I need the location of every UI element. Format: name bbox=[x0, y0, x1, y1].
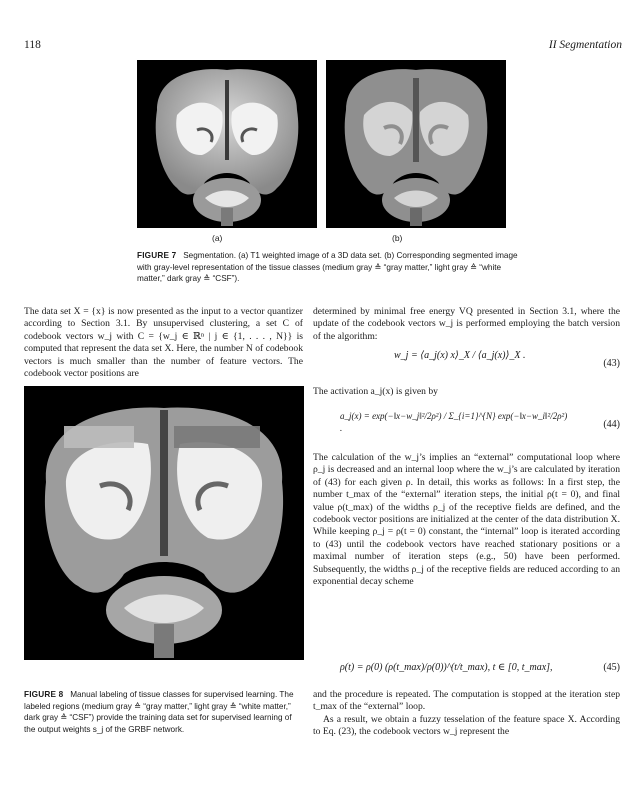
figure7-panel-a-image bbox=[137, 60, 317, 228]
right-column-paragraph-3: The calculation of the w_j’s implies an “external” computational loop where ρ_j is decreased and an internal loop where the w_j’s are calculated by iteration of (43) for each given ρ. In detail, this works as follows: In a first step, the number t_max of the “external” iteration steps, the initial ρ(t = 0), and final value ρ(t_max) of the widths ρ_j of the receptive fields are defined, and the codebook vector positions are initialized at the center of the data distribution X. While keeping ρ_j = ρ(t = 0) constant, the “internal” loop is iterated according to (43) until the codebook vectors have reached stationary positions or a maximal number of iteration steps (e.g., 50) have been performed. Subsequently, the widths ρ_j of the receptive fields are reduced according to an exponential decay scheme bbox=[313, 452, 620, 588]
right-column-paragraph-1: determined by minimal free energy VQ presented in Section 3.1, where the update of the codebook vectors w_j is performed employing the batch version of the algorithm: bbox=[313, 306, 620, 342]
equation-44: a_j(x) = exp(−‖x−w_j‖²/2ρ²) / Σ_{i=1}^{N} exp(−‖x−w_i‖²/2ρ²) . bbox=[340, 411, 568, 433]
equation-43-number: (43) bbox=[603, 358, 620, 369]
figure7-caption-label: FIGURE 7 bbox=[137, 251, 177, 260]
figure7-panel-a-label: (a) bbox=[212, 233, 223, 243]
figure8-image bbox=[24, 386, 304, 660]
equation-45-number: (45) bbox=[603, 662, 620, 673]
running-section-title: II Segmentation bbox=[548, 39, 622, 51]
figure7-caption bbox=[137, 250, 519, 285]
figure8-caption-text: Manual labeling of tissue classes for supervised learning. The labeled regions (medium gray ≙ “gray matter,” light gray ≙ “white matter,” dark gray ≙ “CSF”) provide the training data set for supervised learning of the output weights s_j of the GRBF network. bbox=[24, 690, 294, 734]
right-column-paragraph-5: As a result, we obtain a fuzzy tesselation of the feature space X. According to Eq. (23), the codebook vectors w_j represent the bbox=[313, 714, 620, 738]
figure7-caption-text: Segmentation. (a) T1 weighted image of a 3D data set. (b) Corresponding segmented image with gray-level representation of the tissue classes (medium gray ≙ “gray matter,” light gray ≙ “white matter,” dark gray ≙ “CSF”). bbox=[137, 251, 518, 283]
left-column-paragraph: The data set X = {x} is now presented as the input to a vector quantizer according to Section 3.1. By unsupervised clustering, a set C of codebook vectors w_j with C = {w_j ∈ ℝⁿ | j ∈ {1, . . . , N}} is computed that represent the data set X. Here, the number N of codebook vectors is much smaller than the number of feature vectors. The codebook vector positions are bbox=[24, 306, 303, 380]
figure8-caption-label: FIGURE 8 bbox=[24, 690, 64, 699]
page-number: 118 bbox=[24, 39, 41, 51]
figure7-panel-b-image bbox=[326, 60, 506, 228]
figure7-panel-b-label: (b) bbox=[392, 233, 403, 243]
equation-45: ρ(t) = ρ(0) (ρ(t_max)/ρ(0))^(t/t_max), t ∈ [0, t_max], bbox=[340, 662, 553, 673]
right-column-paragraph-2: The activation a_j(x) is given by bbox=[313, 386, 438, 397]
equation-44-number: (44) bbox=[603, 419, 620, 430]
equation-43: w_j = ⟨a_j(x) x⟩_X / ⟨a_j(x)⟩_X . bbox=[394, 350, 526, 361]
right-column-paragraph-4: and the procedure is repeated. The computation is stopped at the iteration step t_max of the “external” loop. bbox=[313, 689, 620, 713]
figure8-caption bbox=[24, 689, 303, 735]
